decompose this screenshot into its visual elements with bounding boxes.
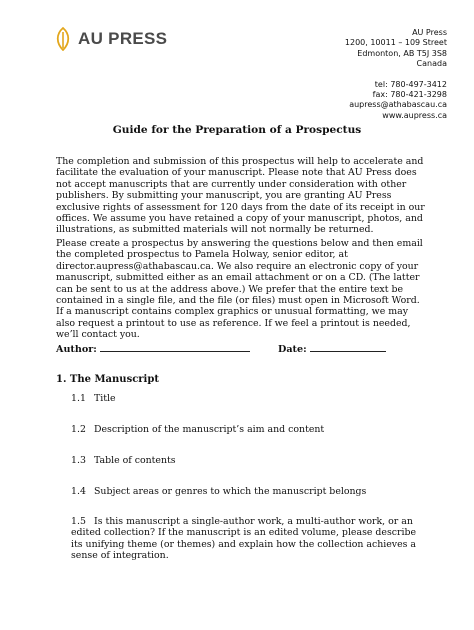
document-title: Guide for the Preparation of a Prospectus xyxy=(112,124,362,136)
question-number: 1.1 xyxy=(71,393,86,404)
question-number: 1.3 xyxy=(71,455,86,466)
author-label: Author: xyxy=(56,344,97,355)
question-item xyxy=(71,516,421,562)
question-text: Table of contents xyxy=(93,455,176,466)
date-label: Date: xyxy=(278,344,307,355)
address-line: 1200, 10011 – 109 Street xyxy=(344,38,447,48)
question-item xyxy=(71,393,421,404)
instructions-paragraph: Please create a prospectus by answering the questions below and then email the completed prospectus to Pamela Holway, senior editor, at director.aupress@athabascau.ca. We also require an electronic copy of your manuscript, submitted either as an email attachment or on a CD. (The latter can be sent to us at the address above.) We prefer that the entire text be contained in a single file, and the file (or files) must open in Microsoft Word. If a manuscript contains complex graphics or unusual formatting, we may also request a printout to use as reference. If we feel a printout is needed, we’ll contact you. xyxy=(56,238,423,341)
website-line: www.aupress.ca xyxy=(382,110,447,120)
question-number: 1.5 xyxy=(71,516,86,527)
leaf-logo-icon xyxy=(54,27,72,51)
press-address-block xyxy=(345,28,447,121)
question-text: Description of the manuscript’s aim and content xyxy=(93,424,325,435)
intro-paragraph: The completion and submission of this prospectus will help to accelerate and facilitate the evaluation of your manuscript. Please note that AU Press does not accept manuscripts that are currently under consideration with other publishers. By submitting your manuscript, you are granting AU Press exclusive rights of assessment for 120 days from the date of its receipt in our offices. We assume you have retained a copy of your manuscript, photos, and illustrations, as submitted materials will not normally be returned. xyxy=(56,156,425,236)
question-item xyxy=(71,486,421,497)
date-field[interactable] xyxy=(278,343,386,355)
question-text: Is this manuscript a single-author work, a multi-author work, or an edited collection? If the manuscript is an edited volume, please describe its unifying theme (or themes) and explain how the collection achieves a sense of integration. xyxy=(71,516,417,562)
question-text: Title xyxy=(93,393,116,404)
author-field[interactable] xyxy=(56,343,250,355)
question-number: 1.4 xyxy=(71,486,86,497)
email-line: aupress@athabascau.ca xyxy=(349,100,447,110)
fax-line: fax: 780-421-3298 xyxy=(372,90,447,100)
date-blank-line[interactable] xyxy=(310,343,386,352)
question-text: Subject areas or genres to which the manuscript belongs xyxy=(93,486,367,497)
question-item xyxy=(71,424,421,435)
address-line: Canada xyxy=(416,59,447,69)
address-line: Edmonton, AB T5J 3S8 xyxy=(357,48,447,58)
question-number: 1.2 xyxy=(71,424,86,435)
phone-line: tel: 780-497-3412 xyxy=(374,79,447,89)
section-heading-manuscript: 1. The Manuscript xyxy=(56,374,159,385)
author-blank-line[interactable] xyxy=(100,343,250,352)
au-press-logo xyxy=(54,27,167,51)
address-line: AU Press xyxy=(412,28,447,37)
logo-text: AU PRESS xyxy=(78,29,168,48)
question-item xyxy=(71,455,421,466)
